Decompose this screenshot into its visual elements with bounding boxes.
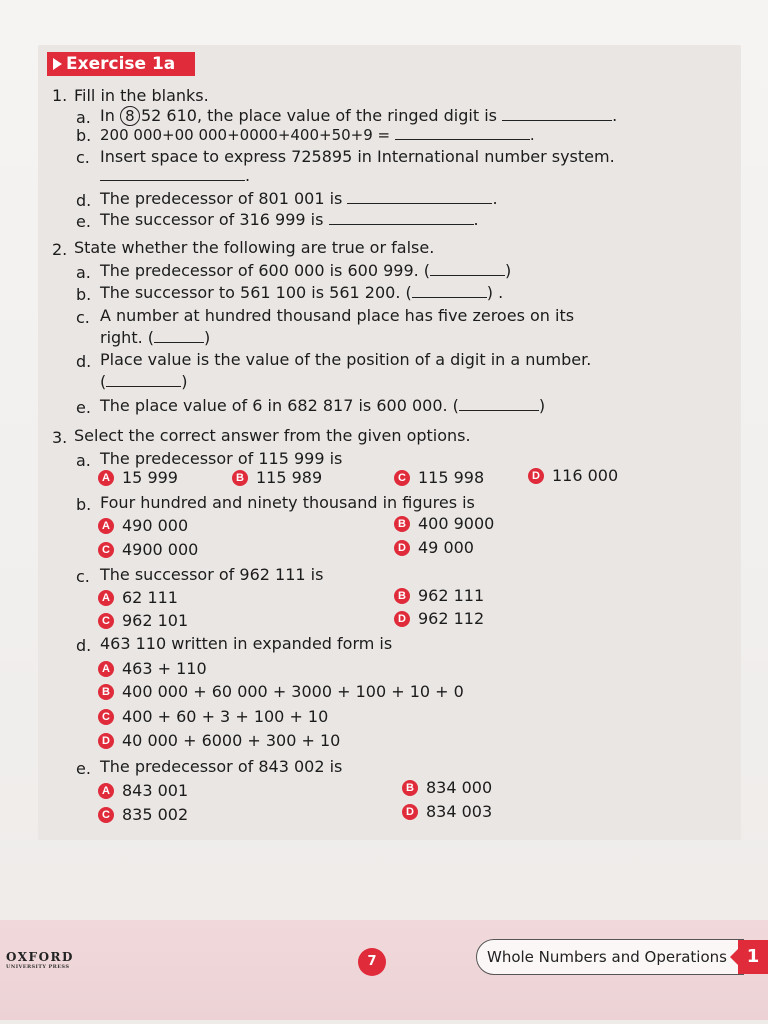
q3b-option-d[interactable]: D 49 000: [394, 538, 474, 558]
q3d-label: d.: [76, 636, 92, 655]
answer-blank[interactable]: [430, 261, 505, 276]
page-number: 7: [358, 948, 386, 976]
q1b-text: 200 000+00 000+0000+400+50+9 = .: [100, 126, 535, 144]
q3e-option-d[interactable]: D 834 003: [402, 802, 492, 822]
option-a-icon: A: [98, 783, 114, 799]
q1e-text: The successor of 316 999 is .: [100, 210, 479, 229]
option-c-icon: C: [394, 470, 410, 486]
q3e-option-b[interactable]: B 834 000: [402, 778, 492, 798]
q1a-label: a.: [76, 108, 91, 127]
q1c-label: c.: [76, 148, 90, 167]
q3e-option-a[interactable]: A 843 001: [98, 781, 188, 801]
q2c-text: A number at hundred thousand place has five zeroes on its: [100, 306, 575, 325]
q1c-blank-line: .: [100, 166, 250, 186]
q1e-label: e.: [76, 212, 91, 231]
chapter-number: 1: [738, 940, 768, 974]
q3a-option-a[interactable]: A 15 999: [98, 468, 178, 488]
q2d-blank-line: ( ): [100, 372, 188, 391]
q2a-label: a.: [76, 263, 91, 282]
q3c-option-a[interactable]: A 62 111: [98, 588, 178, 608]
question-3-number: 3.: [52, 428, 68, 447]
q2d-label: d.: [76, 352, 92, 371]
q1d-label: d.: [76, 191, 92, 210]
q3d-text: 463 110 written in expanded form is: [100, 634, 393, 653]
exercise-title-tag: [47, 52, 195, 76]
answer-blank[interactable]: [154, 328, 204, 343]
q3c-option-c[interactable]: C 962 101: [98, 611, 188, 631]
option-c-icon: C: [98, 613, 114, 629]
q1c-text: Insert space to express 725895 in International number system.: [100, 147, 615, 166]
q2c-text-cont: right. ( ): [100, 328, 211, 347]
q2b-text: The successor to 561 100 is 561 200. ( ) .: [100, 283, 504, 302]
exercise-title: Exercise 1a: [66, 54, 176, 74]
question-3-prompt: Select the correct answer from the given options.: [74, 426, 471, 445]
q3a-text: The predecessor of 115 999 is: [100, 449, 343, 468]
question-2-prompt: State whether the following are true or false.: [74, 238, 435, 257]
option-a-icon: A: [98, 518, 114, 534]
q2b-label: b.: [76, 285, 92, 304]
q3a-option-d[interactable]: D 116 000: [528, 466, 618, 486]
q3a-option-b[interactable]: B 115 989: [232, 468, 322, 488]
option-d-icon: D: [528, 468, 544, 484]
option-c-icon: C: [98, 807, 114, 823]
q3b-option-c[interactable]: C 4900 000: [98, 540, 198, 560]
answer-blank[interactable]: [347, 189, 492, 204]
option-b-icon: B: [402, 780, 418, 796]
q3d-option-b[interactable]: B 400 000 + 60 000 + 3000 + 100 + 10 + 0: [98, 682, 464, 702]
question-1-prompt: Fill in the blanks.: [74, 86, 209, 105]
q2e-label: e.: [76, 398, 91, 417]
q3c-option-d[interactable]: D 962 112: [394, 609, 484, 629]
option-d-icon: D: [98, 733, 114, 749]
q3c-option-b[interactable]: B 962 111: [394, 586, 484, 606]
answer-blank[interactable]: [395, 125, 530, 140]
option-b-icon: B: [394, 516, 410, 532]
option-d-icon: D: [402, 804, 418, 820]
option-b-icon: B: [98, 684, 114, 700]
q1d-text: The predecessor of 801 001 is .: [100, 189, 498, 208]
option-b-icon: B: [394, 588, 410, 604]
q3d-option-a[interactable]: A 463 + 110: [98, 659, 207, 679]
q3c-text: The successor of 962 111 is: [100, 565, 324, 584]
q3b-label: b.: [76, 495, 92, 514]
option-a-icon: A: [98, 590, 114, 606]
q3b-option-b[interactable]: B 400 9000: [394, 514, 494, 534]
answer-blank[interactable]: [459, 396, 539, 411]
q3d-option-d[interactable]: D 40 000 + 6000 + 300 + 10: [98, 731, 340, 751]
option-d-icon: D: [394, 540, 410, 556]
q1a-text: In 8 52 610, the place value of the ringed digit is .: [100, 106, 618, 125]
q3c-label: c.: [76, 567, 90, 586]
option-a-icon: A: [98, 470, 114, 486]
option-a-icon: A: [98, 661, 114, 677]
option-c-icon: C: [98, 709, 114, 725]
answer-blank[interactable]: [502, 106, 612, 121]
ringed-digit: 8: [120, 106, 140, 126]
option-c-icon: C: [98, 542, 114, 558]
chapter-title-pill: [476, 939, 744, 975]
answer-blank[interactable]: [412, 283, 487, 298]
q3e-text: The predecessor of 843 002 is: [100, 757, 343, 776]
q2a-text: The predecessor of 600 000 is 600 999. ( ): [100, 261, 512, 280]
question-1-number: 1.: [52, 86, 68, 105]
answer-blank[interactable]: [100, 166, 245, 181]
q3a-option-c[interactable]: C 115 998: [394, 468, 484, 488]
option-b-icon: B: [232, 470, 248, 486]
chapter-title: Whole Numbers and Operations: [487, 948, 727, 966]
publisher-logo: OXFORD UNIVERSITY PRESS: [6, 950, 74, 970]
answer-blank[interactable]: [106, 372, 181, 387]
q1b-label: b.: [76, 126, 92, 145]
q3d-option-c[interactable]: C 400 + 60 + 3 + 100 + 10: [98, 707, 328, 727]
play-triangle-icon: [53, 58, 62, 70]
question-2-number: 2.: [52, 240, 68, 259]
q3e-label: e.: [76, 759, 91, 778]
q3e-option-c[interactable]: C 835 002: [98, 805, 188, 825]
q3b-option-a[interactable]: A 490 000: [98, 516, 188, 536]
q2e-text: The place value of 6 in 682 817 is 600 000. ( ): [100, 396, 546, 415]
q2c-label: c.: [76, 308, 90, 327]
q2d-text: Place value is the value of the position of a digit in a number.: [100, 350, 592, 369]
q3a-label: a.: [76, 451, 91, 470]
q3b-text: Four hundred and ninety thousand in figures is: [100, 493, 475, 512]
option-d-icon: D: [394, 611, 410, 627]
answer-blank[interactable]: [329, 210, 474, 225]
